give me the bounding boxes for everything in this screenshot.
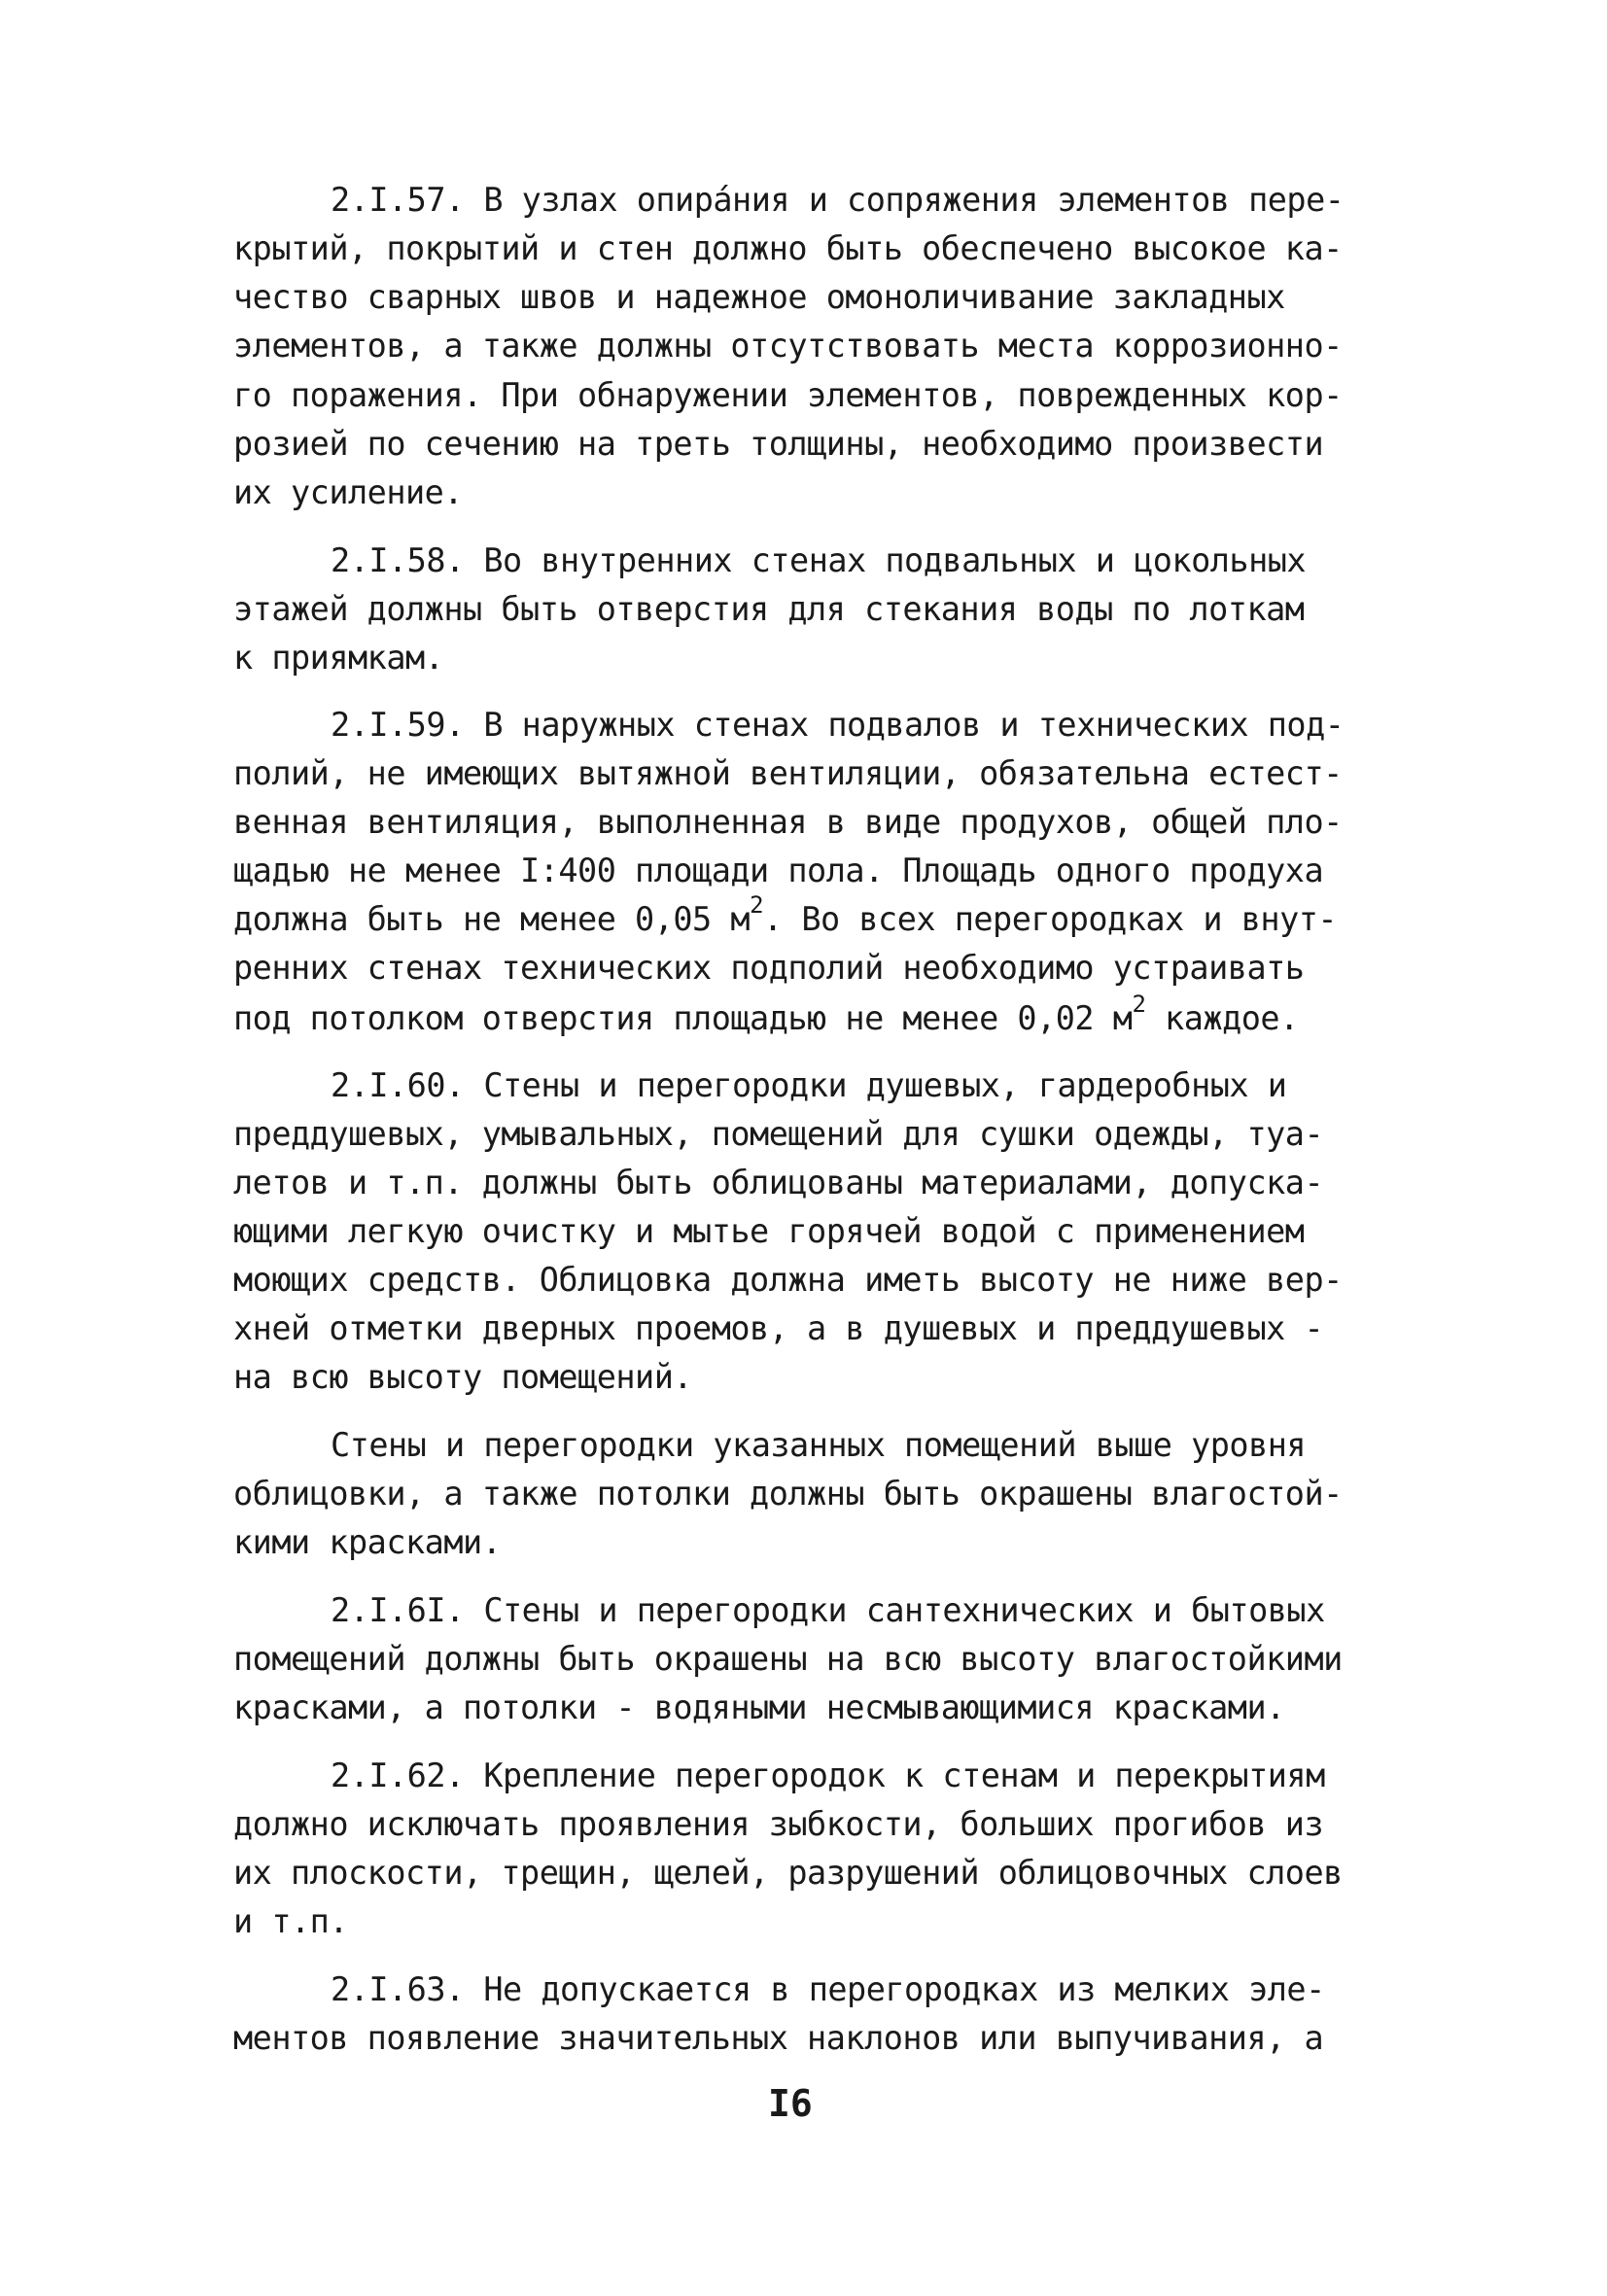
text-line: должно исключать проявления зыбкости, больших прогибов из bbox=[233, 1805, 1324, 1843]
text-line: полий, не имеющих вытяжной вентиляции, обязательна естест- bbox=[233, 754, 1343, 792]
text-line: преддушевых, умывальных, помещений для сушки одежды, туа- bbox=[233, 1115, 1324, 1153]
text-line: помещений должны быть окрашены на всю высоту влагостойкими bbox=[233, 1640, 1343, 1678]
text-line: облицовки, а также потолки должны быть окрашены влагостой- bbox=[233, 1475, 1343, 1513]
text-line: крытий, покрытий и стен должно быть обеспечено высокое ка- bbox=[233, 229, 1343, 267]
text-line: венная вентиляция, выполненная в виде продухов, общей пло- bbox=[233, 803, 1343, 841]
text-line: го поражения. При обнаружении элементов, поврежденных кор- bbox=[233, 376, 1343, 414]
text-line: Стены и перегородки указанных помещений выше уровня bbox=[331, 1426, 1307, 1464]
text-line: летов и т.п. должны быть облицованы материалами, допуска- bbox=[233, 1164, 1324, 1201]
page-number: I6 bbox=[768, 2082, 813, 2125]
text-fragment: должна быть не менее 0,05 м bbox=[233, 900, 751, 938]
text-line: и т.п. bbox=[233, 1902, 349, 1940]
text-line: этажей должны быть отверстия для стекания воды по лоткам bbox=[233, 590, 1305, 628]
text-line: ющими легкую очистку и мытье горячей водой с применением bbox=[233, 1212, 1305, 1250]
superscript: 2 bbox=[1132, 991, 1146, 1018]
text-line: 2.I.60. Стены и перегородки душевых, гардеробных и bbox=[331, 1066, 1287, 1104]
text-line: 2.I.57. В узлах опирáния и сопряжения элементов пере- bbox=[331, 181, 1345, 219]
text-line: хней отметки дверных проемов, а в душевых и преддушевых - bbox=[233, 1309, 1324, 1347]
text-line: элементов, а также должны отсутствовать места коррозионно- bbox=[233, 327, 1343, 365]
text-line: на всю высоту помещений. bbox=[233, 1358, 693, 1396]
text-line: кими красками. bbox=[233, 1523, 502, 1561]
text-line: 2.I.63. Не допускается в перегородках из мелких эле- bbox=[331, 1970, 1325, 2008]
text-line: ментов появление значительных наклонов или выпучивания, а bbox=[233, 2019, 1324, 2057]
text-line: розией по сечению на треть толщины, необходимо произвести bbox=[233, 425, 1324, 463]
text-line: чество сварных швов и надежное омоноличивание закладных bbox=[233, 278, 1285, 316]
text-line: красками, а потолки - водяными несмывающимися красками. bbox=[233, 1688, 1285, 1726]
text-line: моющих средств. Облицовка должна иметь высоту не ниже вер- bbox=[233, 1261, 1343, 1299]
text-line: ренних стенах технических подполий необходимо устраивать bbox=[233, 949, 1305, 987]
text-line: щадью не менее I:400 площади пола. Площадь одного продуха bbox=[233, 852, 1324, 889]
text-line: 2.I.6I. Стены и перегородки сантехнических и бытовых bbox=[331, 1591, 1325, 1629]
text-line: их усиление. bbox=[233, 473, 464, 511]
text-fragment: . Во всех перегородках и внут- bbox=[763, 900, 1338, 938]
text-line bbox=[233, 891, 1338, 938]
text-line: их плоскости, трещин, щелей, разрушений облицовочных слоев bbox=[233, 1854, 1343, 1892]
text-line: 2.I.58. Во внутренних стенах подвальных и цокольных bbox=[331, 541, 1307, 579]
text-fragment: под потолком отверстия площадью не менее 0,02 м bbox=[233, 999, 1133, 1037]
superscript: 2 bbox=[750, 891, 764, 919]
text-line: 2.I.62. Крепление перегородок к стенам и перекрытиям bbox=[331, 1757, 1325, 1794]
text-line bbox=[233, 991, 1299, 1037]
text-fragment: каждое. bbox=[1145, 999, 1299, 1037]
text-line: 2.I.59. В наружных стенах подвалов и технических под- bbox=[331, 706, 1345, 744]
text-line: к приямкам. bbox=[233, 639, 444, 677]
